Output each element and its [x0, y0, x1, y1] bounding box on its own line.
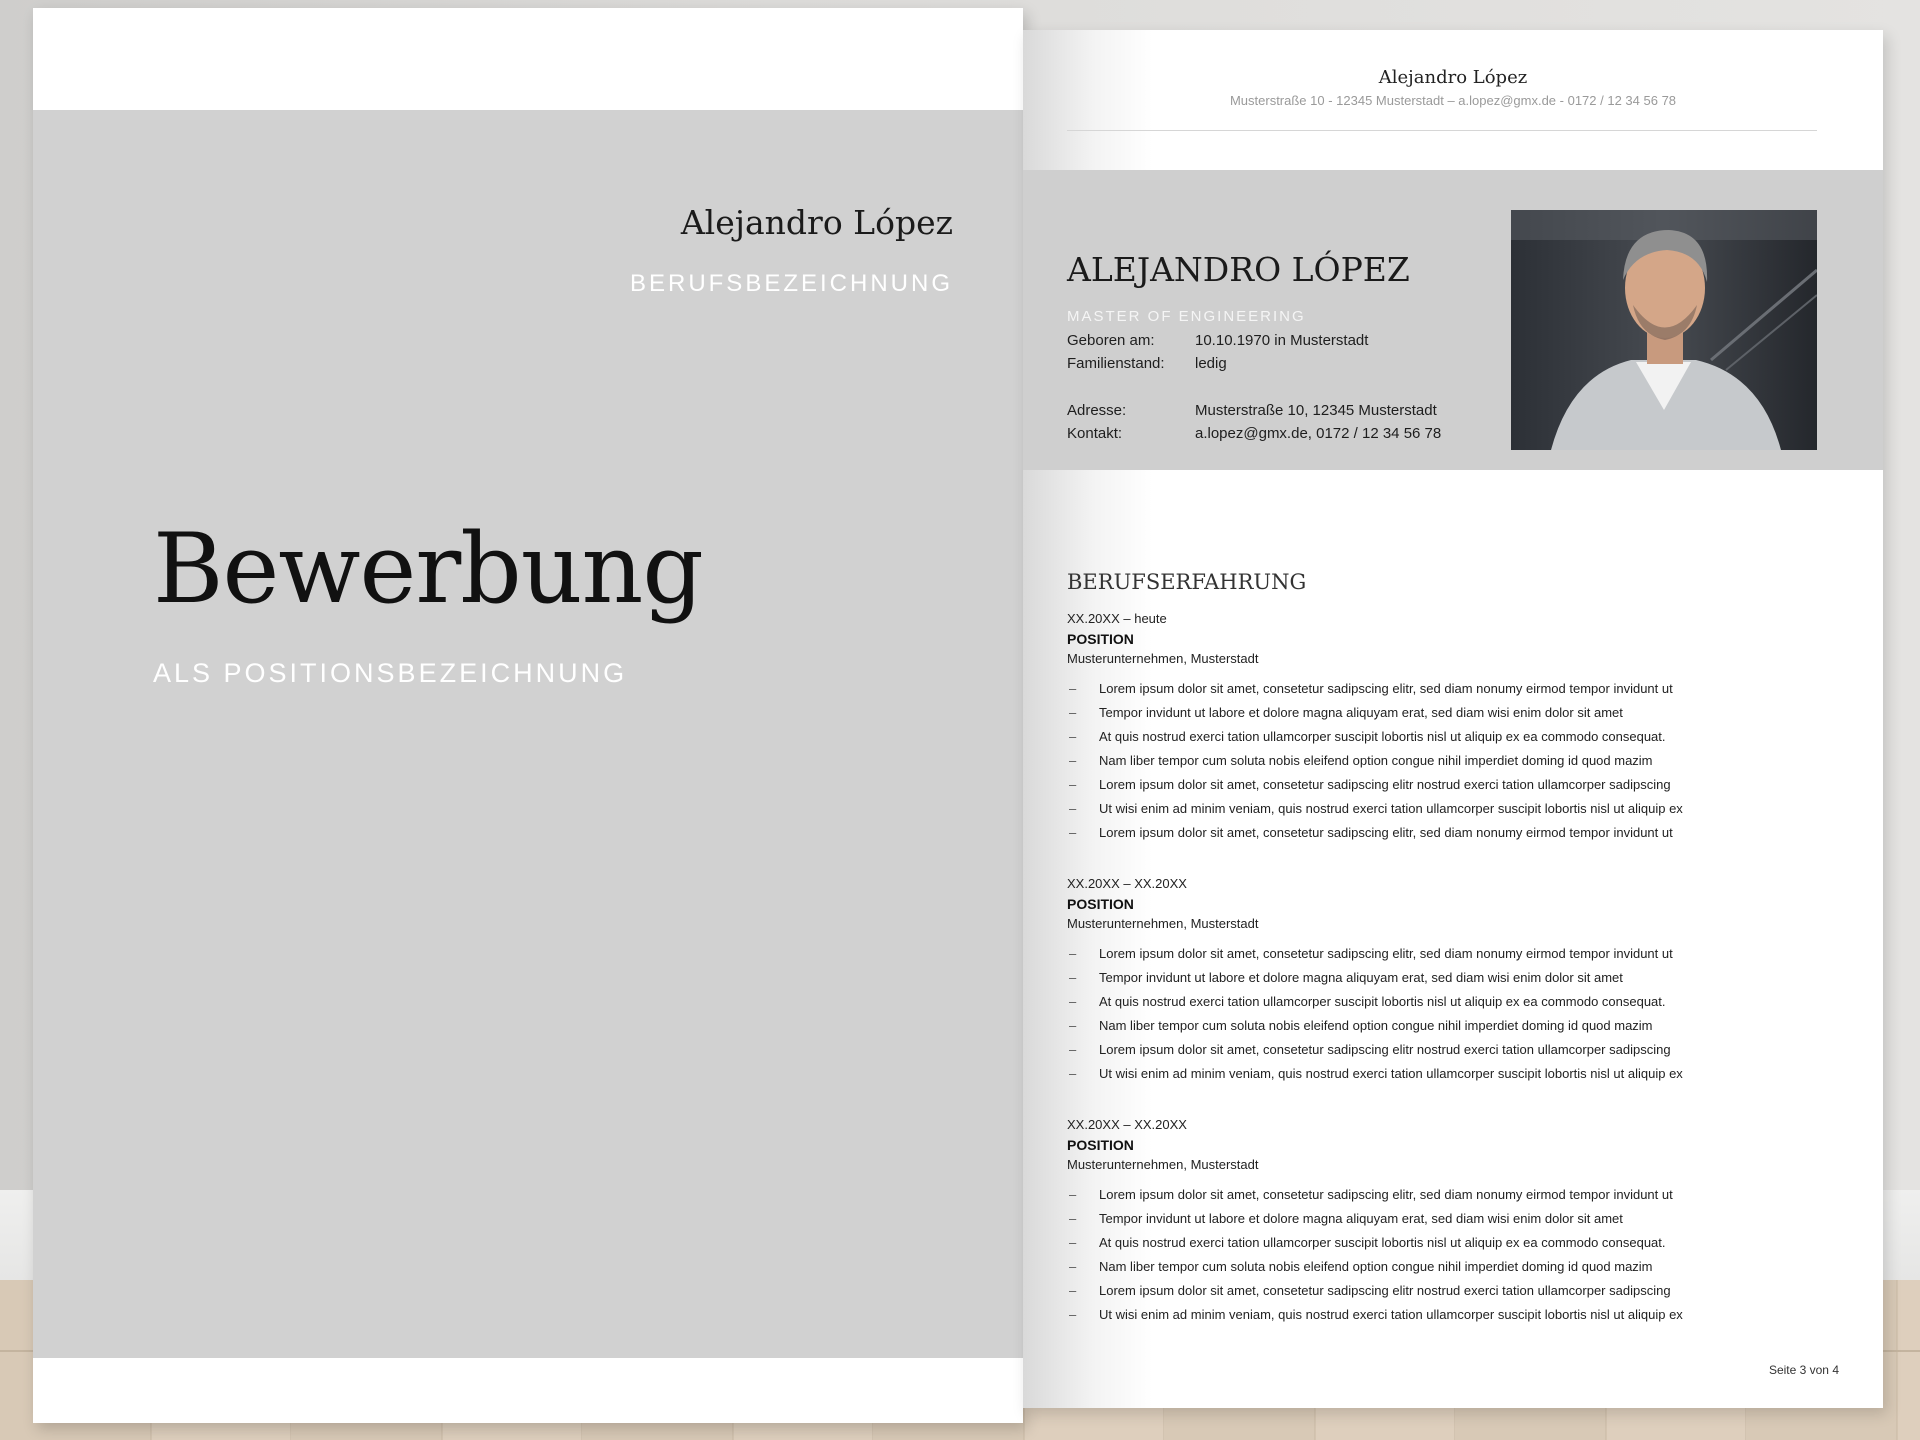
cv-header-contact: Musterstraße 10 - 12345 Musterstadt – a.lopez@gmx.de - 0172 / 12 34 56 78: [1229, 93, 1677, 108]
cover-job-title: BERUFSBEZEICHNUNG: [629, 270, 953, 297]
info-label: Adresse:: [1067, 402, 1127, 419]
bullet-item: [1067, 1255, 1857, 1279]
bullet-text: Lorem ipsum dolor sit amet, consetetur sadipscing elitr nostrud exerci tation ullamcorper sadipscing: [1099, 777, 1671, 792]
job-entry: [1067, 1115, 1857, 1327]
bullet-item: [1067, 821, 1857, 845]
job-entry: [1067, 609, 1857, 845]
bullet-text: Nam liber tempor cum soluta nobis eleifend option congue nihil imperdiet doming id quod mazim: [1099, 1018, 1653, 1033]
cover-applicant-name: Alejandro López: [680, 203, 953, 242]
info-value: 10.10.1970 in Musterstadt: [1195, 332, 1369, 349]
bullet-text: Nam liber tempor cum soluta nobis eleifend option congue nihil imperdiet doming id quod mazim: [1099, 1259, 1653, 1274]
page-number: Seite 3 von 4: [1768, 1363, 1839, 1377]
bullet-item: [1067, 1183, 1857, 1207]
bullet-item: [1067, 966, 1857, 990]
info-row-address: [1067, 402, 1437, 419]
dash-icon: –: [1069, 777, 1077, 792]
job-bullet-list: [1067, 677, 1857, 845]
cv-degree: MASTER OF ENGINEERING: [1067, 308, 1306, 325]
bullet-text: At quis nostrud exerci tation ullamcorper suscipit lobortis nisl ut aliquip ex ea commodo consequat.: [1099, 994, 1666, 1009]
bullet-item: [1067, 749, 1857, 773]
job-entry: [1067, 874, 1857, 1086]
dash-icon: –: [1069, 1283, 1077, 1298]
bullet-text: Tempor invidunt ut labore et dolore magna aliquyam erat, sed diam wisi enim dolor sit amet: [1099, 970, 1623, 985]
info-value: ledig: [1195, 355, 1227, 372]
job-position: POSITION: [1067, 1137, 1134, 1153]
info-row-contact: [1067, 425, 1441, 442]
bullet-text: Ut wisi enim ad minim veniam, quis nostrud exerci tation ullamcorper suscipit lobortis nisl ut aliquip ex: [1099, 1066, 1683, 1081]
bullet-item: [1067, 677, 1857, 701]
info-label: Kontakt:: [1067, 425, 1123, 442]
info-row-marital: [1067, 355, 1227, 372]
dash-icon: –: [1069, 1018, 1077, 1033]
bullet-item: [1067, 1014, 1857, 1038]
bullet-text: Lorem ipsum dolor sit amet, consetetur sadipscing elitr, sed diam nonumy eirmod tempor invidunt ut: [1099, 825, 1673, 840]
cv-name: ALEJANDRO LÓPEZ: [1067, 250, 1410, 289]
dash-icon: –: [1069, 1066, 1077, 1081]
dash-icon: –: [1069, 705, 1077, 720]
dash-icon: –: [1069, 729, 1077, 744]
bullet-text: Tempor invidunt ut labore et dolore magna aliquyam erat, sed diam wisi enim dolor sit amet: [1099, 705, 1623, 720]
bullet-item: [1067, 725, 1857, 749]
bullet-item: [1067, 942, 1857, 966]
cv-page: [1023, 30, 1883, 1408]
bullet-text: At quis nostrud exerci tation ullamcorper suscipit lobortis nisl ut aliquip ex ea commodo consequat.: [1099, 729, 1666, 744]
bullet-item: [1067, 1207, 1857, 1231]
job-position: POSITION: [1067, 896, 1134, 912]
info-row-birth: [1067, 332, 1368, 349]
info-value: a.lopez@gmx.de, 0172 / 12 34 56 78: [1195, 425, 1442, 442]
info-value: Musterstraße 10, 12345 Musterstadt: [1195, 402, 1437, 419]
info-label: Familienstand:: [1067, 355, 1165, 372]
dash-icon: –: [1069, 1307, 1077, 1322]
bullet-text: Nam liber tempor cum soluta nobis eleifend option congue nihil imperdiet doming id quod mazim: [1099, 753, 1653, 768]
bullet-item: [1067, 1231, 1857, 1255]
bullet-item: [1067, 797, 1857, 821]
portrait-illustration: [1511, 210, 1817, 450]
cover-title: Bewerbung: [153, 513, 703, 625]
dash-icon: –: [1069, 1211, 1077, 1226]
bullet-text: Lorem ipsum dolor sit amet, consetetur sadipscing elitr, sed diam nonumy eirmod tempor invidunt ut: [1099, 1187, 1673, 1202]
profile-photo: [1511, 210, 1817, 450]
info-label: Geboren am:: [1067, 332, 1155, 349]
dash-icon: –: [1069, 946, 1077, 961]
job-date: XX.20XX – heute: [1067, 611, 1167, 626]
bullet-text: Ut wisi enim ad minim veniam, quis nostrud exerci tation ullamcorper suscipit lobortis nisl ut aliquip ex: [1099, 1307, 1683, 1322]
section-title-experience: BERUFSERFAHRUNG: [1067, 570, 1307, 594]
bullet-text: At quis nostrud exerci tation ullamcorper suscipit lobortis nisl ut aliquip ex ea commodo consequat.: [1099, 1235, 1666, 1250]
dash-icon: –: [1069, 1259, 1077, 1274]
cover-subtitle: ALS POSITIONSBEZEICHNUNG: [153, 658, 628, 688]
bullet-item: [1067, 1279, 1857, 1303]
job-company: Musterunternehmen, Musterstadt: [1067, 1157, 1259, 1172]
job-bullet-list: [1067, 1183, 1857, 1327]
dash-icon: –: [1069, 1042, 1077, 1057]
job-bullet-list: [1067, 942, 1857, 1086]
bullet-text: Lorem ipsum dolor sit amet, consetetur sadipscing elitr, sed diam nonumy eirmod tempor invidunt ut: [1099, 681, 1673, 696]
job-position: POSITION: [1067, 631, 1134, 647]
cv-header-name: Alejandro López: [1378, 67, 1528, 88]
bullet-item: [1067, 701, 1857, 725]
bullet-text: Lorem ipsum dolor sit amet, consetetur sadipscing elitr, sed diam nonumy eirmod tempor invidunt ut: [1099, 946, 1673, 961]
dash-icon: –: [1069, 681, 1077, 696]
job-date: XX.20XX – XX.20XX: [1067, 1117, 1187, 1132]
cover-page: [33, 8, 1023, 1423]
dash-icon: –: [1069, 994, 1077, 1009]
bullet-item: [1067, 1062, 1857, 1086]
bullet-text: Lorem ipsum dolor sit amet, consetetur sadipscing elitr nostrud exerci tation ullamcorper sadipscing: [1099, 1283, 1671, 1298]
bullet-item: [1067, 990, 1857, 1014]
bullet-text: Tempor invidunt ut labore et dolore magna aliquyam erat, sed diam wisi enim dolor sit amet: [1099, 1211, 1623, 1226]
bullet-item: [1067, 1038, 1857, 1062]
bullet-text: Ut wisi enim ad minim veniam, quis nostrud exerci tation ullamcorper suscipit lobortis nisl ut aliquip ex: [1099, 801, 1683, 816]
bullet-text: Lorem ipsum dolor sit amet, consetetur sadipscing elitr nostrud exerci tation ullamcorper sadipscing: [1099, 1042, 1671, 1057]
bullet-item: [1067, 773, 1857, 797]
dash-icon: –: [1069, 825, 1077, 840]
job-company: Musterunternehmen, Musterstadt: [1067, 916, 1259, 931]
job-date: XX.20XX – XX.20XX: [1067, 876, 1187, 891]
dash-icon: –: [1069, 1187, 1077, 1202]
header-divider: [1067, 130, 1817, 131]
job-company: Musterunternehmen, Musterstadt: [1067, 651, 1259, 666]
dash-icon: –: [1069, 1235, 1077, 1250]
bullet-item: [1067, 1303, 1857, 1327]
dash-icon: –: [1069, 801, 1077, 816]
dash-icon: –: [1069, 970, 1077, 985]
dash-icon: –: [1069, 753, 1077, 768]
